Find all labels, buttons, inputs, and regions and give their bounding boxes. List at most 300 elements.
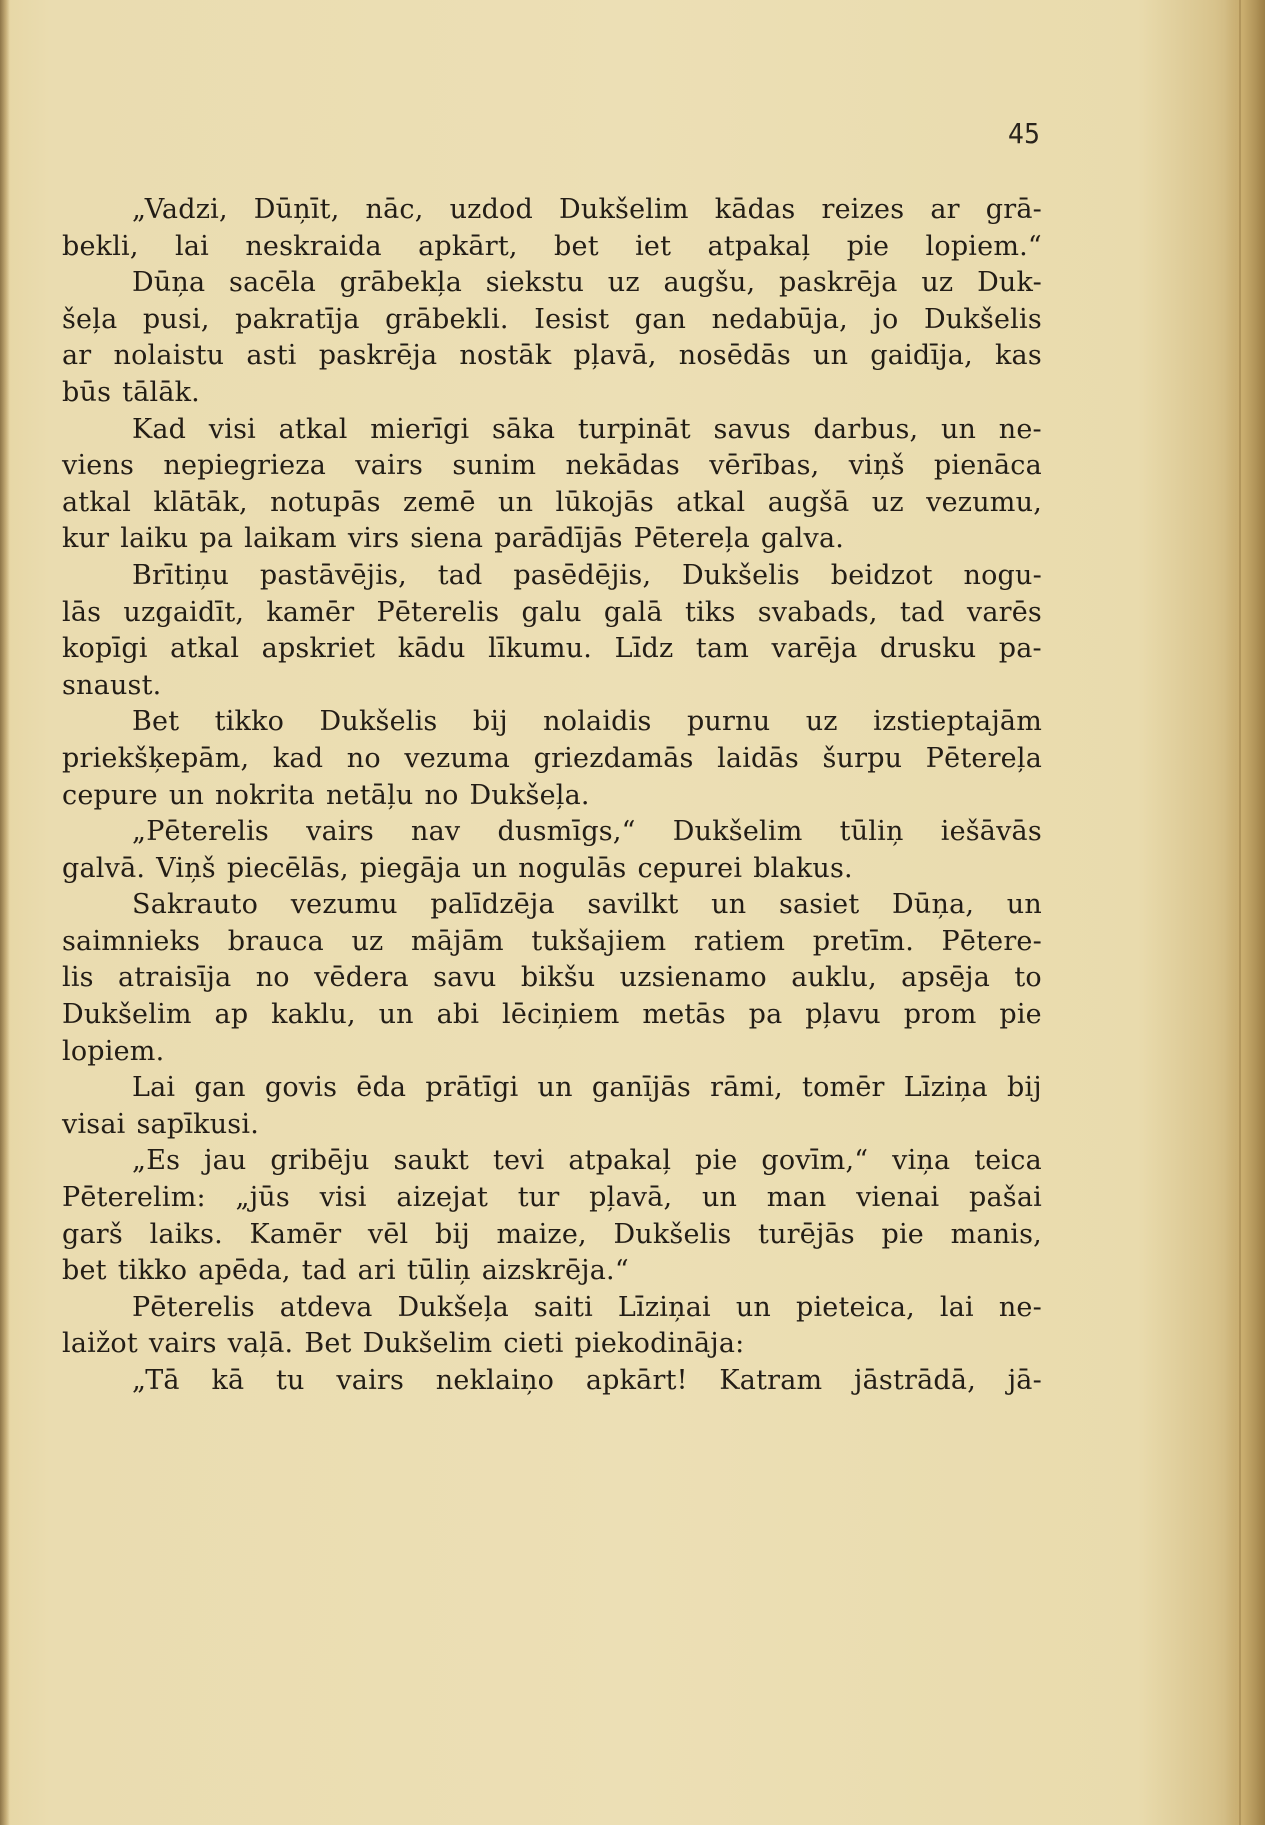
word: un <box>472 852 508 884</box>
word: prātīgi <box>425 1072 519 1104</box>
word: tūliņ <box>839 816 904 848</box>
word: bikšu <box>520 962 596 994</box>
word: vezumu, <box>926 486 1042 518</box>
text-line <box>62 851 1042 888</box>
word: atraisīja <box>118 962 232 994</box>
word: tur <box>517 1182 560 1214</box>
word: jāstrādā, <box>854 1365 976 1396</box>
word: bij <box>435 1218 470 1250</box>
word: „Vadzi, <box>132 194 228 225</box>
text-line <box>62 668 1042 705</box>
word: Dukšelim <box>559 194 689 225</box>
word: sunim <box>452 450 537 482</box>
word: snaust. <box>62 669 162 701</box>
word: ganījās <box>591 1072 691 1104</box>
word: visai <box>62 1108 126 1140</box>
word: ne- <box>998 1291 1042 1323</box>
text-line <box>62 229 1042 266</box>
word: tad <box>437 559 483 591</box>
word: griezdamās <box>533 742 694 774</box>
word: cepure <box>62 779 158 811</box>
word: vērības, <box>709 450 820 482</box>
text-line <box>62 778 1042 815</box>
word: Līdz <box>614 633 674 665</box>
word: pastāvējis, <box>259 559 407 591</box>
word: lopiem.“ <box>925 230 1042 262</box>
word: Bet <box>304 1328 352 1360</box>
word: un <box>537 1072 573 1104</box>
word: tūliņ <box>406 1255 471 1287</box>
word: siena <box>410 523 484 555</box>
word: pašai <box>969 1182 1042 1214</box>
word: apēda, <box>198 1255 291 1287</box>
word: viņš <box>848 450 905 482</box>
word: zemē <box>403 486 476 518</box>
word: Dukšeļa <box>397 1291 509 1323</box>
word: Dukšelis <box>319 706 438 738</box>
word: lai <box>175 230 209 262</box>
word: aizskrēja.“ <box>481 1255 629 1287</box>
word: darbus, <box>813 413 919 445</box>
word: kaklu, <box>271 999 356 1031</box>
word: un <box>711 889 747 921</box>
word: Kad <box>132 413 187 445</box>
word: ne- <box>998 413 1042 445</box>
word: augšā <box>767 486 850 518</box>
word: gribēju <box>270 1145 370 1177</box>
word: piegāja <box>359 852 461 884</box>
word: viņa <box>892 1145 951 1177</box>
word: pie <box>695 1145 738 1177</box>
word: siekstu <box>485 267 585 299</box>
word: augšu, <box>663 267 756 299</box>
word: pretīm. <box>812 925 914 957</box>
text-line <box>62 1107 1042 1144</box>
word: nepiegrieza <box>163 450 326 482</box>
text-line <box>62 595 1042 632</box>
word: tu <box>276 1365 305 1396</box>
word: atkal <box>62 486 132 518</box>
word: Lai <box>132 1072 176 1104</box>
word: vairs <box>306 816 374 848</box>
word: pa <box>199 523 234 555</box>
word: uz <box>607 267 640 299</box>
word: pļavā, <box>589 1182 673 1214</box>
word: manis, <box>950 1218 1042 1250</box>
word: grābekļa <box>339 267 463 299</box>
word: ar <box>930 194 960 225</box>
word: teica <box>974 1145 1042 1177</box>
word: Līziņa <box>903 1072 988 1104</box>
text-line <box>62 338 1042 375</box>
word: virs <box>347 523 400 555</box>
word: aizejat <box>396 1182 489 1214</box>
word: nogu- <box>963 559 1042 591</box>
word: uz <box>871 486 904 518</box>
word: turējās <box>758 1218 855 1250</box>
word: Dukšelim <box>672 816 803 848</box>
word: un <box>701 1182 738 1214</box>
word: tukšajiem <box>531 925 667 957</box>
word: Pēterelis <box>376 596 500 628</box>
word: saimnieks <box>62 925 201 957</box>
word: dusmīgs,“ <box>497 816 636 848</box>
text-line <box>62 1180 1042 1217</box>
word: beidzot <box>830 559 933 591</box>
word: priekšķepām, <box>62 742 250 774</box>
word: vienai <box>856 1182 940 1214</box>
word: apskriet <box>261 633 376 665</box>
word: šeļa <box>62 303 118 335</box>
word: pa- <box>998 633 1042 665</box>
word: mājām <box>411 925 504 957</box>
word: savus <box>713 413 791 445</box>
word: jā- <box>1007 1365 1042 1396</box>
word: „Es <box>132 1145 181 1177</box>
text-line <box>62 741 1042 778</box>
word: atkal <box>170 633 240 665</box>
word: Dukšelis <box>682 559 800 591</box>
word: Viņš <box>156 852 216 884</box>
word: Dūņa <box>132 267 206 299</box>
text-line <box>62 375 1042 412</box>
word: pa <box>748 999 783 1031</box>
word: pakratīja <box>235 303 360 335</box>
text-line <box>62 521 1042 558</box>
word: nedabūja, <box>711 303 848 335</box>
word: pienāca <box>933 450 1042 482</box>
word: svabads, <box>757 596 878 628</box>
word: vaļā. <box>227 1328 294 1360</box>
word: bet <box>62 1255 107 1287</box>
word: purnu <box>686 706 771 738</box>
word: vezuma <box>404 742 511 774</box>
word: pie <box>846 230 890 262</box>
word: mierīgi <box>370 413 470 445</box>
word: nolaidis <box>543 706 652 738</box>
word: klātāk, <box>153 486 248 518</box>
word: laižot <box>62 1328 138 1360</box>
word: no <box>346 742 381 774</box>
word: Dukšelim <box>62 999 192 1031</box>
word: neskraida <box>245 230 382 262</box>
word: cepurei <box>637 852 743 884</box>
word: netāļu <box>325 779 414 811</box>
word: tad <box>899 596 945 628</box>
word: cieti <box>503 1328 564 1360</box>
word: izstieptajām <box>873 706 1042 738</box>
word: Kamēr <box>249 1218 342 1250</box>
page-right-edge <box>1225 0 1265 1825</box>
word: rāmi, <box>710 1072 783 1104</box>
word: līkumu. <box>488 633 593 665</box>
word: Dūņīt, <box>253 194 340 225</box>
word: ari <box>357 1255 396 1287</box>
word: nav <box>411 816 461 848</box>
word: nosēdās <box>678 340 791 372</box>
word: no <box>424 779 459 811</box>
word: laidās <box>717 742 799 774</box>
word: tevi <box>492 1145 545 1177</box>
word: šurpu <box>822 742 903 774</box>
text-line <box>62 1290 1042 1327</box>
word: ēda <box>356 1072 407 1104</box>
text-line <box>62 1034 1042 1071</box>
word: un <box>498 486 534 518</box>
word: vairs <box>148 1328 217 1360</box>
body-text <box>62 192 1042 1400</box>
word: Sakrauto <box>132 889 259 921</box>
word: apkārt! <box>585 1365 688 1396</box>
text-line <box>62 1363 1042 1400</box>
word: Pētere- <box>941 925 1042 957</box>
word: tikko <box>214 706 285 738</box>
word: pie <box>881 1218 924 1250</box>
word: sacēla <box>229 267 317 299</box>
text-line <box>62 265 1042 302</box>
word: metās <box>642 999 726 1031</box>
word: pie <box>999 999 1042 1031</box>
word: varēja <box>771 633 858 665</box>
word: iešāvās <box>940 816 1042 848</box>
word: brauca <box>227 925 324 957</box>
text-line <box>62 302 1042 339</box>
word: tālāk. <box>122 376 200 408</box>
word: tikko <box>117 1255 188 1287</box>
word: paskrēja <box>779 267 898 299</box>
word: Līziņai <box>617 1291 711 1323</box>
word: atpakaļ <box>568 1145 672 1177</box>
word: uzdod <box>449 194 533 225</box>
word: galva. <box>760 523 845 555</box>
word: varēs <box>966 596 1042 628</box>
word: atdeva <box>279 1291 373 1323</box>
word: nostāk <box>459 340 552 372</box>
word: notupās <box>270 486 381 518</box>
word: Dukšelis <box>613 1218 732 1250</box>
word: laiks. <box>149 1218 223 1250</box>
word: bij <box>1006 1072 1042 1104</box>
word: visi <box>319 1182 367 1214</box>
text-line <box>62 924 1042 961</box>
text-line <box>62 448 1042 485</box>
word: pieteica, <box>795 1291 915 1323</box>
word: bet <box>554 230 599 262</box>
word: auklu, <box>791 962 877 994</box>
word: Pēterelim: <box>62 1182 206 1214</box>
word: lēciņiem <box>502 999 620 1031</box>
word: Katram <box>719 1365 823 1396</box>
word: Dukšelim <box>362 1328 493 1360</box>
word: nāc, <box>365 194 424 225</box>
word: nekādas <box>565 450 680 482</box>
word: bij <box>472 706 508 738</box>
text-line <box>62 192 1042 229</box>
text-line <box>62 1143 1042 1180</box>
word: Pētereļa <box>925 742 1042 774</box>
text-line <box>62 1253 1042 1290</box>
word: abi <box>436 999 480 1031</box>
word: Bet <box>132 706 180 738</box>
word: piekodināja: <box>574 1328 745 1360</box>
word: atpakaļ <box>707 230 811 262</box>
word: visi <box>208 413 256 445</box>
page-number: 45 <box>1008 117 1041 150</box>
word: kamēr <box>266 596 355 628</box>
word: pasēdējis, <box>513 559 652 591</box>
word: sāka <box>491 413 556 445</box>
word: to <box>1014 962 1042 994</box>
word: nogulās <box>518 852 627 884</box>
word: būs <box>62 376 112 408</box>
word: uzsienamo <box>619 962 767 994</box>
word: uz <box>805 706 838 738</box>
word: vairs <box>336 1365 405 1396</box>
word: gaidīja, <box>870 340 973 372</box>
word: ar <box>62 340 92 372</box>
word: tam <box>695 633 750 665</box>
word: kad <box>272 742 324 774</box>
word: drusku <box>879 633 977 665</box>
word: laiku <box>120 523 189 555</box>
word: tad <box>301 1255 347 1287</box>
word: kā <box>211 1365 245 1396</box>
word: prom <box>903 999 977 1031</box>
word: saiti <box>533 1291 593 1323</box>
word: pusi, <box>142 303 210 335</box>
word: Dukšelis <box>923 303 1042 335</box>
word: kādas <box>714 194 796 225</box>
word: maize, <box>496 1218 587 1250</box>
text-line <box>62 1326 1042 1363</box>
text-line <box>62 814 1042 851</box>
word: un <box>813 340 849 372</box>
word: asti <box>246 340 297 372</box>
text-line <box>62 887 1042 924</box>
word: kopīgi <box>62 633 148 665</box>
word: gan <box>194 1072 246 1104</box>
word: vēdera <box>314 962 409 994</box>
word: lis <box>62 962 94 994</box>
word: pļavu <box>805 999 881 1031</box>
word: atkal <box>278 413 348 445</box>
text-line <box>62 1217 1042 1254</box>
word: Iesist <box>534 303 610 335</box>
word: Dūņa, <box>892 889 975 921</box>
word: apsēja <box>901 962 991 994</box>
word: nolaistu <box>113 340 225 372</box>
word: lopiem. <box>62 1035 165 1067</box>
word: jo <box>873 303 899 335</box>
word: viens <box>62 450 135 482</box>
word: atkal <box>676 486 746 518</box>
word: sapīkusi. <box>136 1108 259 1140</box>
word: garš <box>62 1218 123 1250</box>
word: galu <box>521 596 582 628</box>
text-line <box>62 485 1042 522</box>
word: „jūs <box>235 1182 290 1214</box>
word: pļavā, <box>573 340 657 372</box>
word: uzgaidīt, <box>123 596 245 628</box>
word: un <box>1006 889 1042 921</box>
text-line <box>62 412 1042 449</box>
text-line <box>62 704 1042 741</box>
word: Pētereļa <box>633 523 750 555</box>
word: saukt <box>393 1145 470 1177</box>
word: Pēterelis <box>132 1291 255 1323</box>
text-line <box>62 997 1042 1034</box>
word: nokrita <box>215 779 315 811</box>
word: palīdzēja <box>430 889 555 921</box>
word: piecēlās, <box>226 852 349 884</box>
word: Brītiņu <box>132 559 230 591</box>
page-fold-line <box>1239 0 1241 1825</box>
word: jau <box>204 1145 247 1177</box>
word: laikam <box>244 523 337 555</box>
word: sasiet <box>778 889 860 921</box>
word: uz <box>351 925 384 957</box>
page-left-edge <box>0 0 10 1825</box>
word: tiks <box>685 596 736 628</box>
word: grābekli. <box>385 303 509 335</box>
word: vēl <box>367 1218 409 1250</box>
word: un <box>735 1291 771 1323</box>
word: govis <box>264 1072 338 1104</box>
word: ap <box>214 999 249 1031</box>
word: man <box>766 1182 827 1214</box>
word: savilkt <box>587 889 679 921</box>
word: kas <box>995 340 1042 372</box>
word: neklaiņo <box>435 1365 555 1396</box>
word: kādu <box>397 633 466 665</box>
word: kur <box>62 523 110 555</box>
word: gan <box>634 303 687 335</box>
word: Duk- <box>977 267 1042 299</box>
word: blakus. <box>753 852 853 884</box>
word: galvā. <box>62 852 146 884</box>
word: un <box>378 999 414 1031</box>
text-line <box>62 558 1042 595</box>
word: parādījās <box>494 523 623 555</box>
word: ratiem <box>693 925 786 957</box>
word: grā- <box>985 194 1042 225</box>
word: lūkojās <box>555 486 654 518</box>
word: „Tā <box>132 1365 180 1396</box>
word: tomēr <box>802 1072 885 1104</box>
word: galā <box>603 596 663 628</box>
word: no <box>255 962 290 994</box>
text-line <box>62 960 1042 997</box>
word: uz <box>921 267 954 299</box>
word: vezumu <box>290 889 398 921</box>
text-line <box>62 631 1042 668</box>
word: turpināt <box>577 413 691 445</box>
word: lai <box>939 1291 974 1323</box>
word: govīm,“ <box>761 1145 869 1177</box>
word: reizes <box>821 194 905 225</box>
word: vairs <box>355 450 424 482</box>
word: savu <box>433 962 497 994</box>
text-line <box>62 1070 1042 1107</box>
word: paskrēja <box>318 340 438 372</box>
word: iet <box>635 230 672 262</box>
word: un <box>940 413 977 445</box>
word: bekli, <box>62 230 139 262</box>
word: lās <box>62 596 102 628</box>
word: apkārt, <box>418 230 518 262</box>
word: un <box>168 779 205 811</box>
word: Dukšeļa. <box>469 779 590 811</box>
